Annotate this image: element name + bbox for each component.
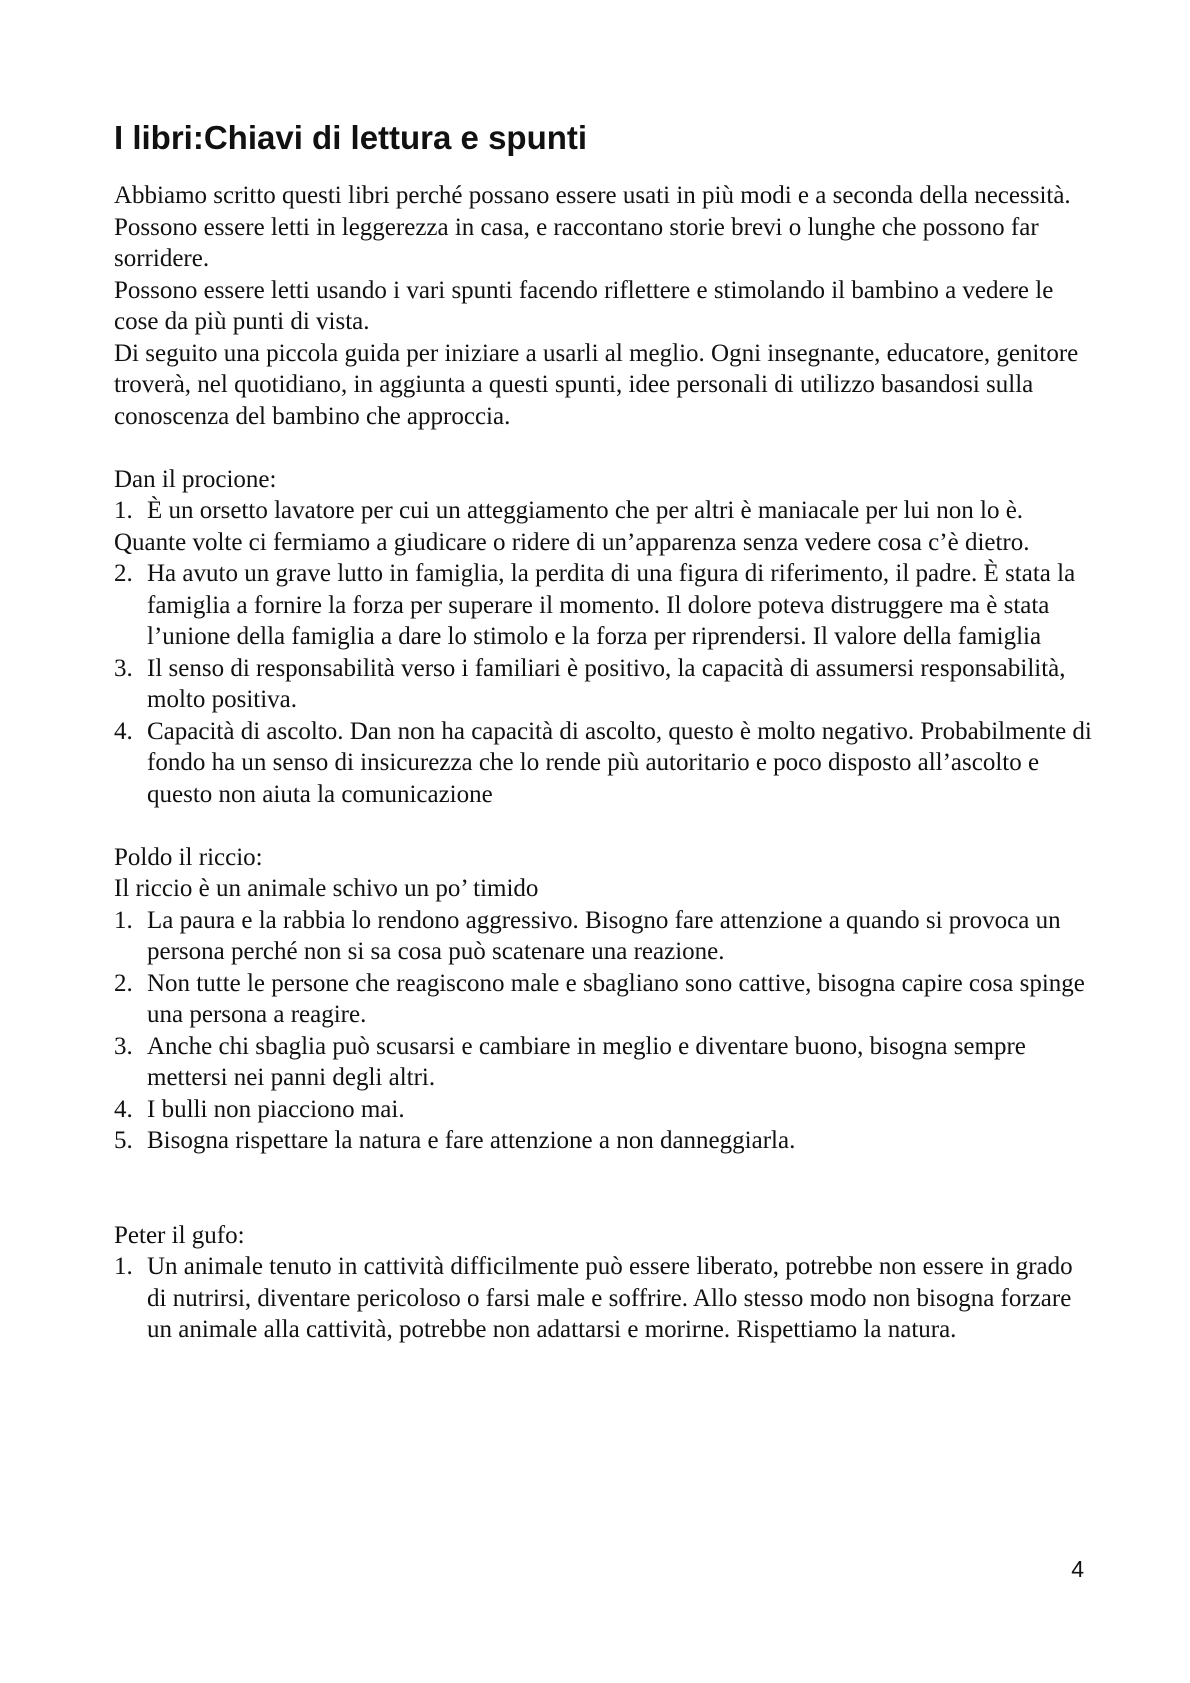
section-poldo — [114, 842, 1094, 1157]
list-number: 5. — [114, 1127, 133, 1154]
list-item — [114, 1251, 1094, 1346]
list-item — [114, 653, 1094, 716]
list-number: 2. — [114, 560, 133, 587]
numbered-list — [114, 1251, 1094, 1346]
section-heading: Dan il procione: — [114, 465, 277, 493]
list-item — [114, 1125, 1094, 1157]
list-item — [114, 1094, 1094, 1126]
list-number: 3. — [114, 654, 133, 682]
intro-section — [114, 180, 1094, 432]
page-number: 4 — [1071, 1556, 1084, 1582]
document-body — [114, 180, 1094, 1346]
spacer — [114, 810, 1094, 842]
list-item-text: Ha avuto un grave lutto in famiglia, la perdita di una figura di riferimento, il padre. È stata la famiglia a fornire la forza per superare il momento. Il dolore poteva distruggere ma è stata l’unione della famiglia a dare lo stimolo e la forza per riprendersi. Il valore della famiglia — [147, 560, 1076, 650]
list-item-text: È un orsetto lavatore per cui un atteggiamento che per altri è maniacale per lui non lo è. — [147, 497, 1024, 524]
list-item-text: Anche chi sbaglia può scusarsi e cambiare in meglio e diventare buono, bisogna sempre mettersi nei panni degli altri. — [147, 1032, 1026, 1091]
section-peter — [114, 1220, 1094, 1346]
list-number: 4. — [114, 1095, 133, 1123]
section-note: Quante volte ci fermiamo a giudicare o ridere di un’apparenza senza vedere cosa c’è dietro. — [114, 528, 1030, 556]
numbered-list — [114, 558, 1094, 810]
list-number: 3. — [114, 1032, 133, 1060]
list-number: 1. — [114, 497, 133, 524]
list-item-text: I bulli non piacciono mai. — [147, 1095, 405, 1123]
intro-paragraph: Possono essere letti usando i vari spunti facendo riflettere e stimolando il bambino a vedere le cose da più punti di vista. — [114, 276, 1054, 335]
intro-paragraph: Abbiamo scritto questi libri perché possano essere usati in più modi e a seconda della necessità. — [114, 182, 1071, 209]
list-item — [114, 1031, 1094, 1094]
list-item — [114, 905, 1094, 968]
section-heading: Poldo il riccio: — [114, 843, 263, 871]
numbered-list — [114, 905, 1094, 1157]
list-item-text: Bisogna rispettare la natura e fare attenzione a non danneggiarla. — [147, 1127, 796, 1154]
list-item-text: La paura e la rabbia lo rendono aggressivo. Bisogno fare attenzione a quando si provoca un persona perché non si sa cosa può scatenare una reazione. — [147, 906, 1061, 965]
list-item-text: Un animale tenuto in cattività difficilmente può essere liberato, potrebbe non essere in grado di nutrirsi, diventare pericoloso o farsi male e soffrire. Allo stesso modo non bisogna forzare un animale alla cattività, potrebbe non adattarsi e morirne. Rispettiamo la natura. — [147, 1253, 1073, 1343]
list-number: 1. — [114, 906, 133, 934]
list-item — [114, 495, 1094, 527]
list-item — [114, 558, 1094, 653]
page-title: I libri:Chiavi di lettura e spunti — [114, 119, 588, 156]
numbered-list — [114, 495, 1094, 527]
list-number: 1. — [114, 1253, 133, 1280]
intro-paragraph: Di seguito una piccola guida per iniziare a usarli al meglio. Ogni insegnante, educatore, genitore troverà, nel quotidiano, in aggiunta a questi spunti, idee personali di utilizzo basandosi sulla conoscenza del bambino che approccia. — [114, 339, 1079, 430]
intro-paragraph: Possono essere letti in leggerezza in casa, e raccontano storie brevi o lunghe che possono far sorridere. — [114, 213, 1039, 272]
list-item — [114, 716, 1094, 811]
spacer — [114, 1157, 1094, 1220]
list-item-text: Il senso di responsabilità verso i familiari è positivo, la capacità di assumersi responsabilità, molto positiva. — [147, 654, 1066, 713]
document-page — [114, 118, 1094, 1346]
list-number: 4. — [114, 717, 133, 745]
section-dan — [114, 464, 1094, 811]
list-number: 2. — [114, 969, 133, 997]
list-item-text: Non tutte le persone che reagiscono male e sbagliano sono cattive, bisogna capire cosa spinge una persona a reagire. — [147, 969, 1085, 1028]
list-item — [114, 968, 1094, 1031]
spacer — [114, 432, 1094, 464]
section-subheading: Il riccio è un animale schivo un po’ timido — [114, 875, 539, 902]
section-heading: Peter il gufo: — [114, 1221, 245, 1249]
list-item-text: Capacità di ascolto. Dan non ha capacità di ascolto, questo è molto negativo. Probabilmente di fondo ha un senso di insicurezza che lo rende più autoritario e poco disposto all’ascolto e questo non aiuta la comunicazione — [147, 717, 1092, 808]
